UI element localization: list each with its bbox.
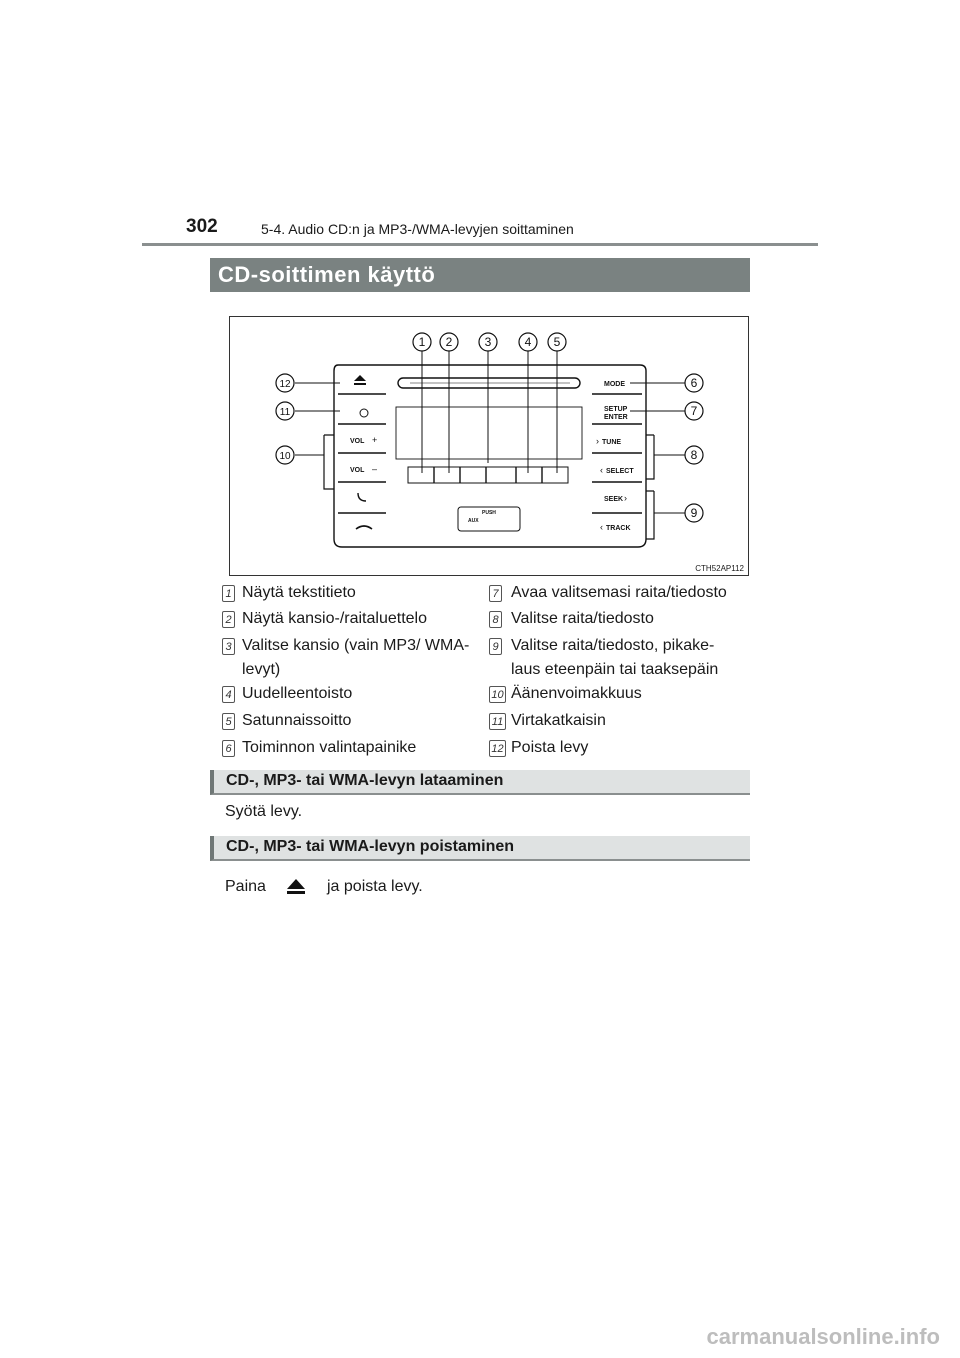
callout-number-2: 2 [445,335,453,349]
callout-number-10: 10 [279,451,291,462]
push-label: PUSH [482,510,496,516]
breadcrumb: 5-4. Audio CD:n ja MP3-/WMA-levyjen soittaminen [261,221,574,237]
legend-number-2: 2 [222,611,235,628]
callout-number-9: 9 [690,506,698,520]
audio-panel-figure [229,316,749,576]
legend-number-3: 3 [222,638,235,655]
enter-label: ENTER [604,414,628,421]
select-label: SELECT [606,468,634,475]
removing-text-before: Paina [225,878,266,895]
phone-pickup-icon [358,493,366,501]
loading-subheading-bar [210,770,750,795]
legend-number-11: 11 [489,713,506,730]
svg-text:›: › [624,493,627,503]
callout-number-12: 12 [279,379,291,390]
legend-text-6: Toiminnon valintapainike [242,739,417,756]
legend-text-1: Näytä tekstitieto [242,584,356,601]
callout-number-3: 3 [484,335,492,349]
legend-number-8: 8 [489,611,502,628]
callout-number-1: 1 [418,335,426,349]
legend-number-5: 5 [222,713,235,730]
legend-text-4: Uudelleentoisto [242,685,353,702]
section-title: CD-soittimen käyttö [218,262,436,287]
eject-icon [286,878,306,896]
callout-number-8: 8 [690,448,698,462]
audio-panel-illustration [230,317,748,575]
loading-text: Syötä levy. [225,803,303,820]
loading-subheading: CD-, MP3- tai WMA-levyn lataaminen [226,772,504,789]
removing-subheading-bar [210,836,750,861]
legend-number-1: 1 [222,585,235,602]
vol-up-label: VOL [350,438,365,445]
svg-text:‹: ‹ [600,522,603,532]
legend-text-3: Valitse kansio (vain MP3/ WMA-levyt) [242,637,470,678]
removing-subheading: CD-, MP3- tai WMA-levyn poistaminen [226,838,515,855]
tune-label: TUNE [602,439,622,446]
callout-number-5: 5 [553,335,561,349]
legend-text-11: Virtakatkaisin [511,712,606,729]
callout-number-11: 11 [279,407,291,418]
seek-label: SEEK [604,496,624,503]
callout-number-6: 6 [690,376,698,390]
setup-label: SETUP [604,406,628,413]
legend-text-10: Äänenvoimakkuus [511,685,642,702]
callout-number-7: 7 [690,404,698,418]
legend-number-10: 10 [489,686,506,703]
mode-label: MODE [604,381,625,388]
removing-text-after: ja poista levy. [327,878,423,895]
watermark: carmanualsonline.info [706,1324,940,1349]
legend-text-9: Valitse raita/tiedosto, pikake- laus eteenpäin tai taaksepäin [511,637,719,678]
power-icon [360,409,368,417]
track-label: TRACK [606,525,631,532]
phone-hangup-icon [356,526,372,529]
legend-number-7: 7 [489,585,502,602]
eject-icon [354,375,366,385]
legend-text-2: Näytä kansio-/raitaluettelo [242,610,427,627]
legend-text-5: Satunnaissoitto [242,712,352,729]
legend-text-8: Valitse raita/tiedosto [511,610,654,627]
svg-text:+: + [372,435,378,445]
vol-down-label: VOL [350,467,365,474]
legend-text-7: Avaa valitsemasi raita/tiedosto [511,584,727,601]
legend-number-4: 4 [222,686,235,703]
aux-label: AUX [468,518,479,524]
legend-number-9: 9 [489,638,502,655]
callout-number-4: 4 [524,335,532,349]
page-number: 302 [186,216,218,237]
legend-number-6: 6 [222,740,235,757]
legend-number-12: 12 [489,740,506,757]
legend-text-12: Poista levy [511,739,589,756]
svg-text:‹: ‹ [600,465,603,475]
header-divider [142,243,818,246]
svg-text:–: – [372,464,378,474]
figure-code: CTH52AP112 [695,564,744,573]
svg-text:›: › [596,436,599,446]
